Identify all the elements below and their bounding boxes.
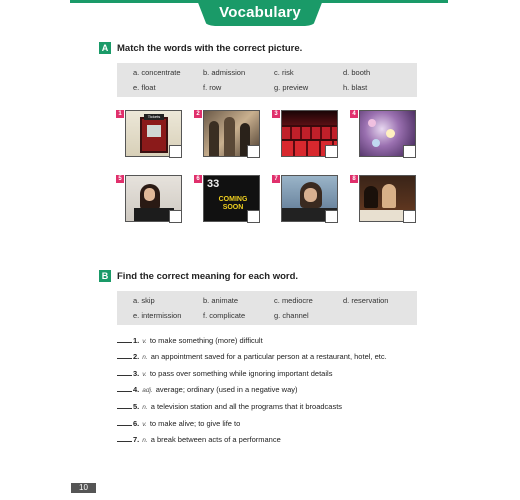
picture-1-number: 1 <box>116 110 124 118</box>
word-b-f: f. complicate <box>203 311 246 320</box>
definition-row-5: 5. n. a television station and all the programs that it broadcasts <box>117 402 342 411</box>
answer-blank-4[interactable] <box>117 385 132 392</box>
answer-box-2[interactable] <box>247 145 260 158</box>
answer-blank-3[interactable] <box>117 369 132 376</box>
picture-5-number: 5 <box>116 175 124 183</box>
word-e: e. float <box>133 83 156 92</box>
answer-box-3[interactable] <box>325 145 338 158</box>
picture-4-number: 4 <box>350 110 358 118</box>
booth-sign: Tickets <box>144 114 164 120</box>
word-g: g. preview <box>274 83 309 92</box>
answer-blank-1[interactable] <box>117 336 132 343</box>
picture-8-number: 8 <box>350 175 358 183</box>
page-number: 10 <box>71 483 96 493</box>
picture-3-number: 3 <box>272 110 280 118</box>
word-c: c. risk <box>274 68 294 77</box>
definition-row-1: 1. v. to make something (more) difficult <box>117 336 263 345</box>
answer-box-6[interactable] <box>247 210 260 223</box>
page-title: Vocabulary <box>219 4 301 21</box>
section-a-badge: A <box>99 42 111 54</box>
section-b-badge: B <box>99 270 111 282</box>
word-b-e: e. intermission <box>133 311 182 320</box>
word-h: h. blast <box>343 83 368 92</box>
definition-row-4: 4. adj. average; ordinary (used in a negative way) <box>117 385 298 394</box>
word-b-a: a. skip <box>133 296 155 305</box>
definition-row-6: 6. v. to make alive; to give life to <box>117 419 240 428</box>
answer-blank-7[interactable] <box>117 435 132 442</box>
word-d: d. booth <box>343 68 371 77</box>
word-b-b: b. animate <box>203 296 239 305</box>
word-b: b. admission <box>203 68 246 77</box>
answer-blank-5[interactable] <box>117 402 132 409</box>
picture-2-number: 2 <box>194 110 202 118</box>
picture-6-number: 6 <box>194 175 202 183</box>
section-b-instruction: Find the correct meaning for each word. <box>117 271 299 282</box>
definition-row-3: 3. v. to pass over something while ignoring important details <box>117 369 332 378</box>
word-f: f. row <box>203 83 222 92</box>
section-a-instruction: Match the words with the correct picture. <box>117 43 303 54</box>
word-b-c: c. mediocre <box>274 296 313 305</box>
answer-box-7[interactable] <box>325 210 338 223</box>
word-b-g: g. channel <box>274 311 309 320</box>
picture-7-number: 7 <box>272 175 280 183</box>
answer-blank-2[interactable] <box>117 352 132 359</box>
answer-box-8[interactable] <box>403 210 416 223</box>
picture-6: 33 COMING SOON <box>203 175 260 222</box>
definition-row-7: 7. n. a break between acts of a performance <box>117 435 281 444</box>
word-a: a. concentrate <box>133 68 181 77</box>
answer-box-4[interactable] <box>403 145 416 158</box>
word-b-d: d. reservation <box>343 296 389 305</box>
answer-box-5[interactable] <box>169 210 182 223</box>
coming-soon-text: COMING SOON <box>218 196 248 211</box>
definition-row-2: 2. n. an appointment saved for a particular person at a restaurant, hotel, etc. <box>117 352 387 361</box>
answer-blank-6[interactable] <box>117 419 132 426</box>
answer-box-1[interactable] <box>169 145 182 158</box>
